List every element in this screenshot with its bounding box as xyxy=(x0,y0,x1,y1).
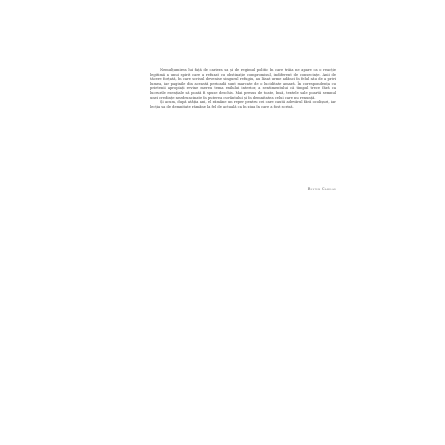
body-text xyxy=(150,68,336,109)
paragraph-1: Nemulțumirea lui față de cariera sa și de regimul politic în care trăia ne apare ca o reacție legitimă a unui spirit care a refuzat cu obstinație compromisul, indiferent de consecințe. Anii de tăcere forțată, în care scrisul devenise singurul refugiu, au lăsat urme adânci în felul său de a privi lumea, iar paginile din această perioadă sunt marcate de o luciditate amară. În corespondența cu prietenii apropiați revine mereu tema exilului interior, a sentimentului că timpul trece fără ca lucrurile esențiale să poată fi spuse deschis. Mai presus de toate, însă, textele sale poartă semnul unei credințe nezdruncinate în puterea cuvântului și în demnitatea celui care nu renunță. xyxy=(150,68,336,100)
author-signature: Rustem Camilar xyxy=(307,187,336,191)
paragraph-2: Și acum, după atâția ani, el rămâne un reper pentru cei care caută adevărul fără ocolișuri, iar lecția sa de demnitate rămâne la fel de actuală ca în ziua în care a fost scrisă. xyxy=(150,100,336,109)
